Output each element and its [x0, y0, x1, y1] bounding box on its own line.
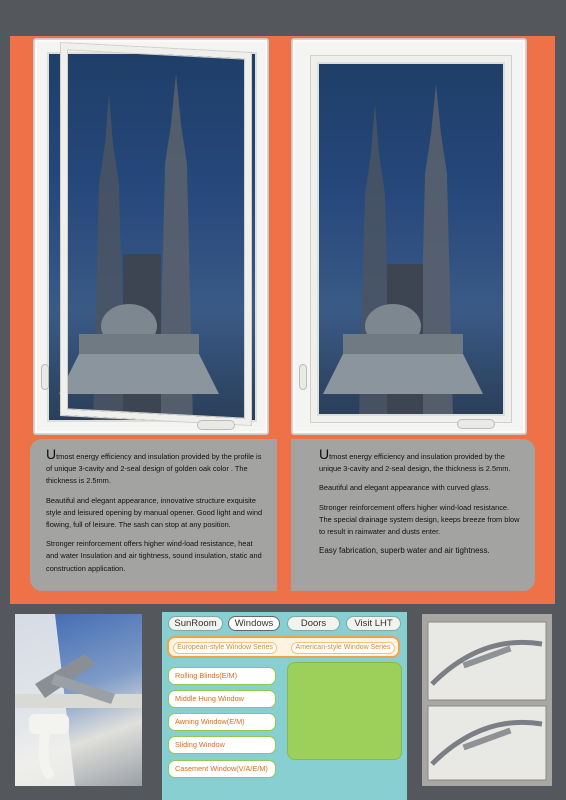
menu-item-rolling-blinds[interactable]: Rolling Blinds(E/M) [168, 667, 276, 685]
menu-item-middle-hung-window[interactable]: Middle Hung Window [168, 690, 276, 708]
american-series-button[interactable]: American-style Window Series [291, 642, 395, 654]
description-paragraph: Beautiful and elegant appearance with curved glass. [319, 483, 491, 493]
window-handle [299, 364, 307, 390]
left-window-description [30, 439, 277, 591]
window-hardware-illustration [15, 614, 142, 786]
tab-visit-lht[interactable]: Visit LHT [346, 616, 401, 631]
casement-window-open-image [34, 39, 268, 434]
sash-latch [457, 419, 495, 429]
window-series-bar [167, 636, 400, 658]
dropcap: U [319, 446, 330, 462]
menu-item-awning-window[interactable]: Awning Window(E/M) [168, 713, 276, 731]
tab-doors[interactable]: Doors [287, 616, 340, 631]
hinge-closeup-photo [422, 614, 552, 786]
description-paragraph: Beautiful and elegant appearance, innovative structure exquisite style and leisured opening by manual opener. Good light and wind flowing, full of leisure. The sash can stop at any position. [46, 495, 263, 530]
description-paragraph: tmost energy efficiency and insulation provided by the unique 3-cavity and 2-seal design, the thickness is 2.5mm. [319, 452, 511, 474]
petronas-towers-reflection [319, 64, 505, 416]
description-paragraph: tmost energy efficiency and insulation provided by the profile is of unique 3-cavity and 2-seal design of golden oak color . The thickness is 2.5mm. [46, 452, 262, 486]
tab-sunroom[interactable]: SunRoom [168, 616, 223, 631]
casement-window-closed-image [292, 39, 526, 434]
sash-latch [197, 420, 235, 430]
right-window-description [291, 439, 535, 591]
tab-windows[interactable]: Windows [228, 616, 280, 631]
handle-closeup-photo [15, 614, 142, 786]
menu-item-sliding-window[interactable]: Sliding Window [168, 736, 276, 754]
european-series-button[interactable]: European-style Window Series [173, 642, 277, 654]
description-paragraph: Stronger reinforcement offers higher wind-load resistance, heat and water Insulation and air tightness, sound insulation, static and construction application. [46, 539, 262, 573]
window-handle [41, 364, 49, 390]
description-paragraph: Easy fabrication, superb water and air tightness. [319, 546, 490, 556]
menu-item-casement-window[interactable]: Casement Window(V/A/E/M) [168, 760, 276, 778]
open-sash-frame [61, 43, 251, 425]
description-paragraph: Stronger reinforcement offers higher wind-load resistance. The special drainage system design, keeps breeze from blow to result in rainwater and dusts enter. [319, 502, 520, 537]
series-content-area [287, 662, 402, 760]
dropcap: U [46, 446, 57, 462]
window-glass [317, 62, 505, 416]
hinge-illustration [422, 614, 552, 786]
